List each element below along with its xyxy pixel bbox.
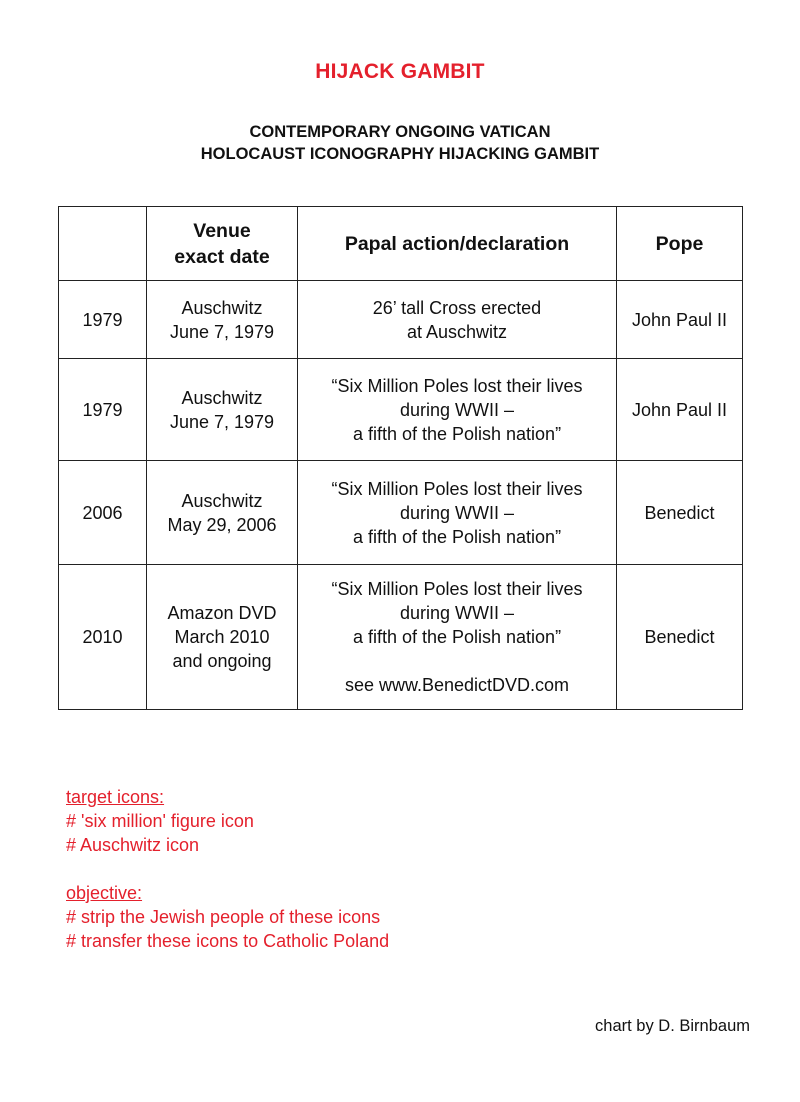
cell-year: 1979 — [59, 281, 147, 359]
action-line: “Six Million Poles lost their lives — [331, 478, 583, 499]
action-line: “Six Million Poles lost their lives — [331, 579, 583, 599]
action-line: a fifth of the Polish nation” — [352, 423, 562, 444]
action-line: during WWII – — [399, 399, 515, 420]
table-row — [59, 461, 743, 565]
cell-action — [298, 461, 617, 565]
target-icons-item: # Auschwitz icon — [66, 835, 200, 855]
cell-pope: John Paul II — [617, 281, 743, 359]
subtitle-line-2: HOLOCAUST ICONOGRAPHY HIJACKING GAMBIT — [200, 145, 600, 163]
header-year — [59, 207, 147, 281]
table-row — [59, 565, 743, 710]
venue-line: Auschwitz — [181, 387, 263, 408]
table-row — [59, 359, 743, 461]
cell-venue — [147, 565, 298, 710]
venue-line: March 2010 — [174, 627, 270, 647]
action-line: at Auschwitz — [406, 321, 508, 342]
target-icons-heading: target icons: — [66, 787, 165, 807]
cell-pope: Benedict — [617, 461, 743, 565]
cell-year: 1979 — [59, 359, 147, 461]
table-header-row — [59, 207, 743, 281]
action-line: a fifth of the Polish nation” — [352, 627, 562, 647]
cell-action — [298, 565, 617, 710]
header-venue-line-2: exact date — [174, 245, 270, 268]
main-title: HIJACK GAMBIT — [315, 60, 485, 83]
objective-heading: objective: — [66, 883, 143, 903]
cell-pope: John Paul II — [617, 359, 743, 461]
header-pope: Pope — [617, 207, 743, 281]
credit-text: chart by D. Birnbaum — [595, 1017, 750, 1035]
action-line: 26’ tall Cross erected — [372, 297, 542, 318]
header-venue-line-1: Venue — [193, 219, 251, 242]
table-row — [59, 281, 743, 359]
action-line: a fifth of the Polish nation” — [352, 526, 562, 547]
target-icons-item: # 'six million' figure icon — [66, 811, 254, 831]
cell-venue — [147, 359, 298, 461]
action-line: during WWII – — [399, 502, 515, 523]
objective-section — [66, 881, 389, 953]
action-spacer — [302, 649, 612, 673]
venue-line: May 29, 2006 — [167, 514, 277, 535]
action-line: “Six Million Poles lost their lives — [331, 375, 583, 396]
venue-line: Amazon DVD — [167, 603, 277, 623]
hijack-table — [58, 206, 743, 710]
venue-line: June 7, 1979 — [169, 321, 275, 342]
action-line: during WWII – — [399, 603, 515, 623]
cell-year: 2010 — [59, 565, 147, 710]
target-icons-section — [66, 785, 254, 857]
action-website: see www.BenedictDVD.com — [344, 675, 570, 695]
cell-pope: Benedict — [617, 565, 743, 710]
objective-item: # transfer these icons to Catholic Poland — [66, 931, 390, 951]
venue-line: Auschwitz — [181, 490, 263, 511]
header-venue — [147, 207, 298, 281]
header-action: Papal action/declaration — [298, 207, 617, 281]
cell-action — [298, 281, 617, 359]
subtitle-line-1: CONTEMPORARY ONGOING VATICAN — [249, 123, 551, 141]
venue-line: Auschwitz — [181, 297, 263, 318]
venue-line: June 7, 1979 — [169, 411, 275, 432]
cell-year: 2006 — [59, 461, 147, 565]
cell-venue — [147, 461, 298, 565]
objective-item: # strip the Jewish people of these icons — [66, 907, 381, 927]
venue-line: and ongoing — [172, 651, 272, 671]
cell-action — [298, 359, 617, 461]
cell-venue — [147, 281, 298, 359]
subtitle — [0, 121, 800, 165]
